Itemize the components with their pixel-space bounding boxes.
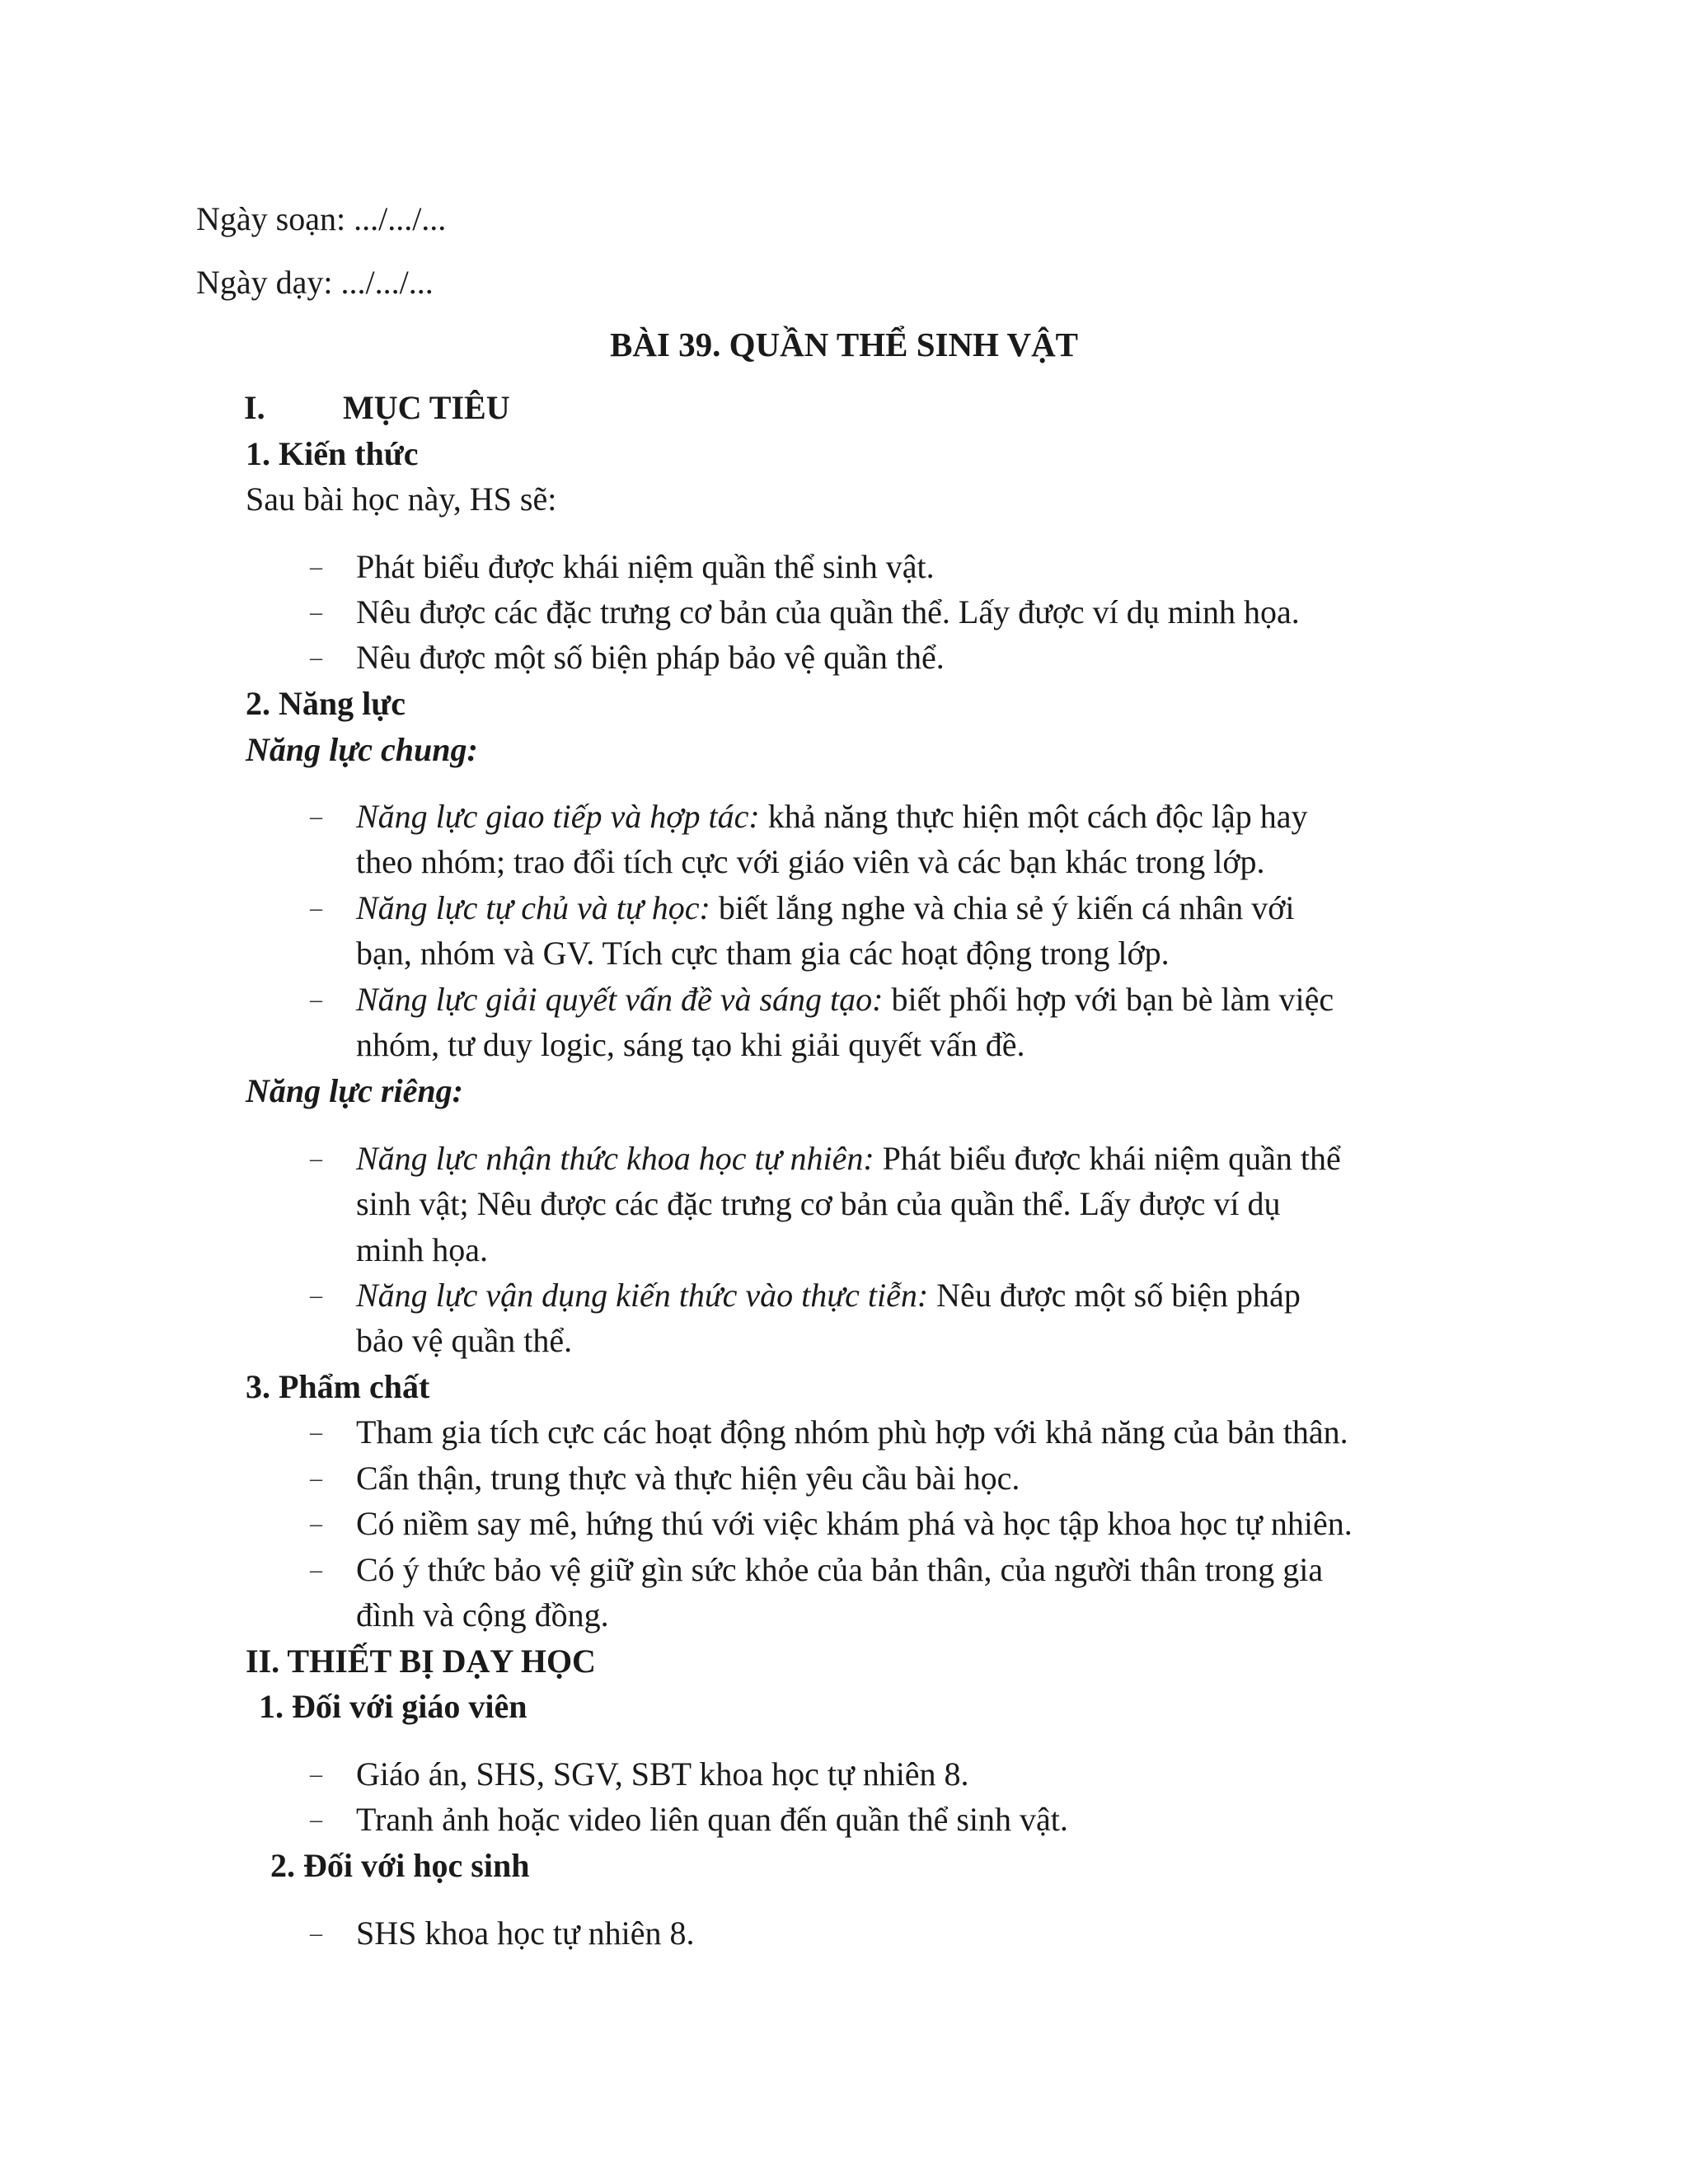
specific-competence-item [356,1136,1341,1182]
student-item: SHS khoa học tự nhiên 8. [356,1915,695,1952]
competence-text: Nêu được một số biện pháp [928,1277,1301,1314]
knowledge-intro: Sau bài học này, HS sẽ: [246,480,557,518]
bullet-dash: – [310,1806,322,1833]
bullet-dash: – [310,644,322,671]
teacher-item: Giáo án, SHS, SGV, SBT khoa học tự nhiên 8. [356,1755,969,1793]
bullet-dash: – [310,553,322,580]
bullet-dash: – [310,1510,322,1537]
bullet-dash: – [310,1465,322,1492]
knowledge-heading: 1. Kiến thức [246,435,419,472]
general-competence-item [356,885,1295,931]
competence-label: Năng lực vận dụng kiến thức vào thực tiễn: [356,1277,929,1314]
general-competence-item-cont: bạn, nhóm và GV. Tích cực tham gia các hoạt động trong lớp. [356,935,1170,972]
general-competence-item [356,977,1334,1023]
bullet-dash: – [310,1760,322,1788]
bullet-dash: – [310,1282,322,1309]
competence-text: biết phối hợp với bạn bè làm việc [883,981,1334,1018]
date-prepared: Ngày soạn: .../.../... [196,200,447,237]
section-2-heading: II. THIẾT BỊ DẠY HỌC [246,1643,596,1680]
general-competence-heading: Năng lực chung: [246,731,478,768]
competence-text: biết lắng nghe và chia sẻ ý kiến cá nhân với [710,889,1295,926]
knowledge-item: Nêu được một số biện pháp bảo vệ quần thể. [356,639,945,676]
lesson-title: BÀI 39. QUẦN THỂ SINH VẬT [609,326,1079,363]
bullet-dash: – [310,1919,322,1947]
bullet-dash: – [310,1418,322,1446]
bullet-dash: – [310,803,322,830]
competence-label: Năng lực tự chủ và tự học: [356,889,710,926]
specific-competence-item-cont: sinh vật; Nêu được các đặc trưng cơ bản của quần thể. Lấy được ví dụ [356,1185,1281,1222]
qualities-item-cont: đình và cộng đồng. [356,1596,609,1633]
competence-label: Năng lực nhận thức khoa học tự nhiên: [356,1140,874,1177]
knowledge-item: Phát biểu được khái niệm quần thể sinh vật. [356,548,935,585]
knowledge-item: Nêu được các đặc trưng cơ bản của quần thể. Lấy được ví dụ minh họa. [356,593,1300,630]
date-taught: Ngày dạy: .../.../... [196,264,434,301]
section-1-heading: MỤC TIÊU [343,389,510,426]
student-heading: 2. Đối với học sinh [270,1847,530,1884]
qualities-item: Cẩn thận, trung thực và thực hiện yêu cầu bài học. [356,1460,1020,1497]
general-competence-item [356,794,1308,840]
section-1-numeral: I. [244,389,265,426]
competence-label: Năng lực giao tiếp và hợp tác: [356,798,760,835]
specific-competence-item-cont: bảo vệ quần thể. [356,1322,573,1359]
qualities-item: Có ý thức bảo vệ giữ gìn sức khỏe của bản thân, của người thân trong gia [356,1551,1324,1588]
qualities-item: Có niềm say mê, hứng thú với việc khám phá và học tập khoa học tự nhiên. [356,1505,1353,1542]
bullet-dash: – [310,894,322,921]
bullet-dash: – [310,1556,322,1583]
general-competence-item-cont: nhóm, tư duy logic, sáng tạo khi giải quyết vấn đề. [356,1026,1025,1063]
bullet-dash: – [310,986,322,1013]
competence-text: Phát biểu được khái niệm quần thể [874,1140,1341,1177]
qualities-heading: 3. Phẩm chất [246,1368,430,1405]
specific-competence-item [356,1272,1301,1319]
teacher-heading: 1. Đối với giáo viên [259,1688,528,1725]
competence-text: khả năng thực hiện một cách độc lập hay [759,798,1308,835]
teacher-item: Tranh ảnh hoặc video liên quan đến quần thể sinh vật. [356,1801,1068,1838]
general-competence-item-cont: theo nhóm; trao đổi tích cực với giáo viên và các bạn khác trong lớp. [356,843,1265,880]
qualities-item: Tham gia tích cực các hoạt động nhóm phù hợp với khả năng của bản thân. [356,1413,1348,1451]
competence-heading: 2. Năng lực [246,685,406,722]
bullet-dash: – [310,1145,322,1172]
specific-competence-item-cont: minh họa. [356,1231,488,1268]
competence-label: Năng lực giải quyết vấn đề và sáng tạo: [356,981,884,1018]
bullet-dash: – [310,598,322,626]
specific-competence-heading: Năng lực riêng: [246,1072,463,1109]
